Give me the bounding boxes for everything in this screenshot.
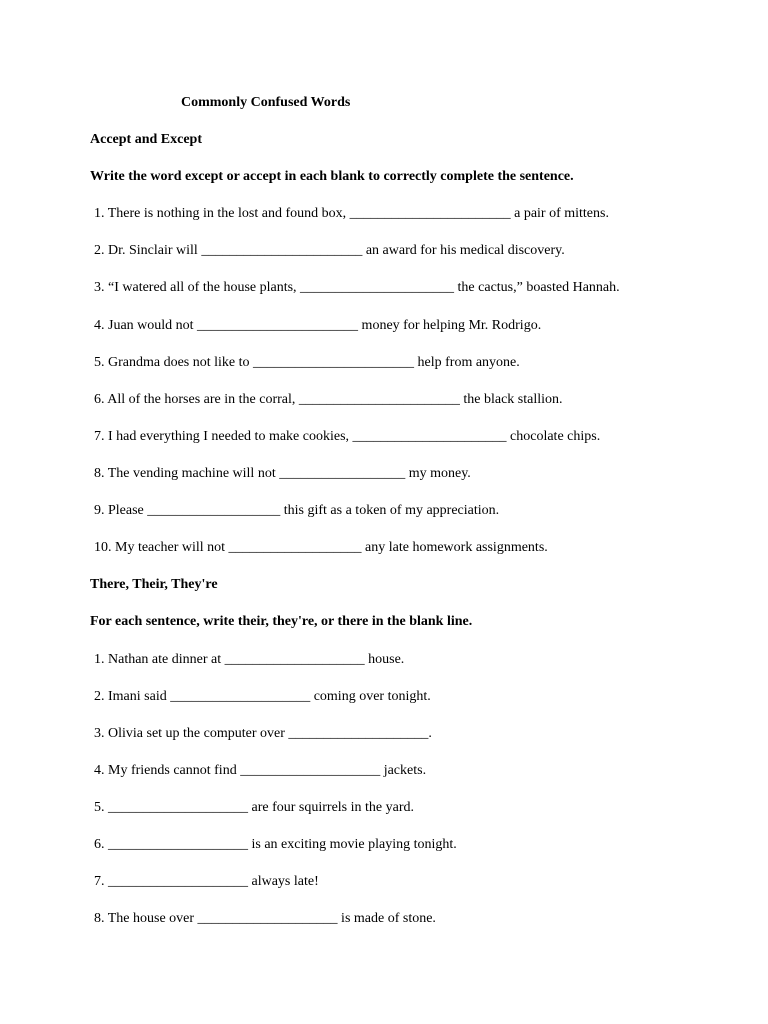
exercise-item: 5. Grandma does not like to _______________________ help from anyone. <box>94 355 520 370</box>
worksheet-title: Commonly Confused Words <box>181 95 351 110</box>
exercise-item: 3. “I watered all of the house plants, ______________________ the cactus,” boasted Hannah. <box>94 280 620 295</box>
exercise-item: 2. Dr. Sinclair will _______________________ an award for his medical discovery. <box>94 243 565 258</box>
exercise-item: 1. There is nothing in the lost and found box, _______________________ a pair of mittens. <box>94 206 609 221</box>
section-heading-there-their-theyre: There, Their, They're <box>90 577 218 592</box>
exercise-item: 4. My friends cannot find ____________________ jackets. <box>94 763 427 778</box>
exercise-item: 6. ____________________ is an exciting movie playing tonight. <box>94 837 457 852</box>
exercise-item: 6. All of the horses are in the corral, _______________________ the black stallion. <box>94 392 563 407</box>
exercise-item: 7. I had everything I needed to make cookies, ______________________ chocolate chips. <box>94 429 601 444</box>
exercise-item: 3. Olivia set up the computer over ____________________. <box>94 726 432 741</box>
section-instruction-there-their-theyre: For each sentence, write their, they're, or there in the blank line. <box>90 614 473 629</box>
exercise-item: 8. The house over ____________________ is made of stone. <box>94 911 436 926</box>
exercise-item: 5. ____________________ are four squirrels in the yard. <box>94 800 414 815</box>
exercise-item: 7. ____________________ always late! <box>94 874 319 889</box>
section-heading-accept-except: Accept and Except <box>90 132 202 147</box>
exercise-item: 1. Nathan ate dinner at ____________________ house. <box>94 652 405 667</box>
exercise-item: 8. The vending machine will not __________________ my money. <box>94 466 471 481</box>
exercise-item: 2. Imani said ____________________ coming over tonight. <box>94 689 431 704</box>
section-instruction-accept-except: Write the word except or accept in each blank to correctly complete the sentence. <box>90 169 574 184</box>
exercise-item: 9. Please ___________________ this gift as a token of my appreciation. <box>94 503 500 518</box>
exercise-item: 4. Juan would not _______________________ money for helping Mr. Rodrigo. <box>94 318 542 333</box>
exercise-item: 10. My teacher will not ___________________ any late homework assignments. <box>94 540 548 555</box>
